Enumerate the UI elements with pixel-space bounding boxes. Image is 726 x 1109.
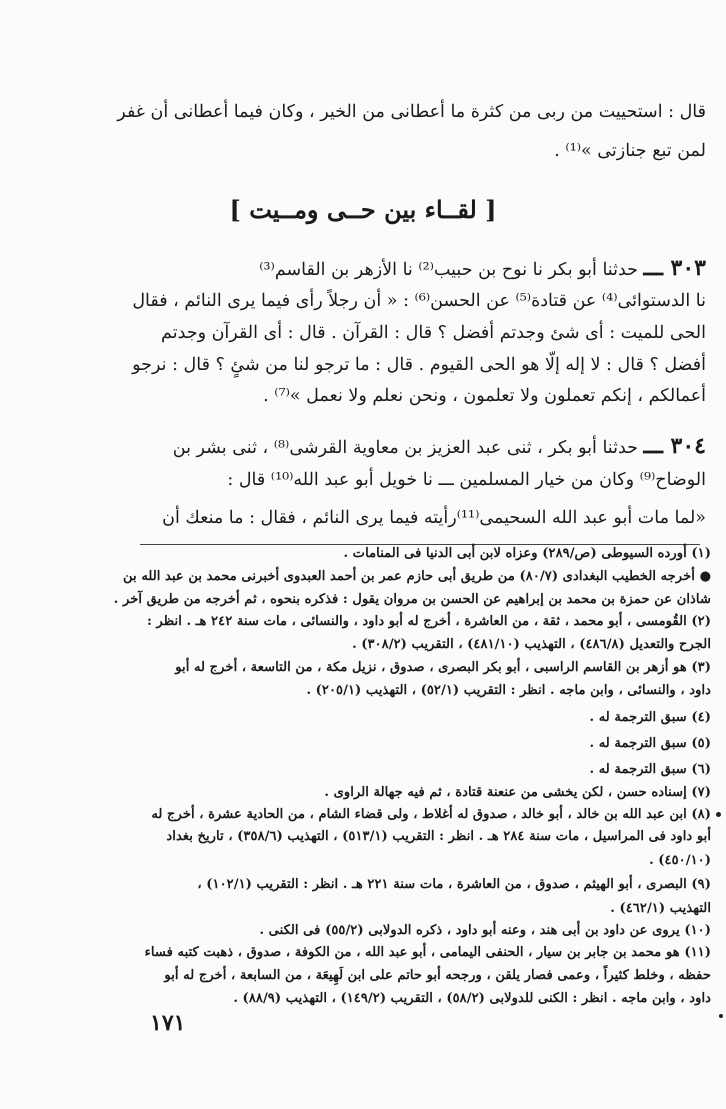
hadith-304-line bbox=[110, 432, 706, 462]
footnote-line: (٢) القُومسى ، أبو محمد ، ثقة ، من العاشرة ، أخرج له أبو داود ، والنسائى ، مات سنة ٢٤٢ هـ . انظر : bbox=[146, 614, 711, 629]
text-line: لمن تبع جنازتى »⁽¹⁾ . bbox=[554, 141, 706, 161]
footnote-line: (٣) هو أزهر بن القاسم الراسبى ، أبو بكر البصرى ، صدوق ، نزيل مكة ، من التاسعة ، أخرج له أبو bbox=[175, 660, 711, 675]
footnote-line: (٥) سبق الترجمة له . bbox=[589, 736, 711, 751]
hadith-303-line: أفضل ؟ قال : لا إله إلّا هو الحى القيوم . قال : ما ترجو لنا من شئٍ ؟ قال : نرجو bbox=[132, 355, 706, 375]
hadith-303-line: أعمالكم ، إنكم تعملون ولا تعلمون ، ونحن نعلم ولا نعمل »⁽⁷⁾ . bbox=[263, 386, 706, 406]
section-heading: [ لقــاء بين حــى ومــيت ] bbox=[229, 195, 497, 224]
hadith-text: حدثنا أبو بكر ، ثنى عبد العزيز بن معاوية القرشى⁽⁸⁾ ، ثنى بشر بن bbox=[172, 438, 638, 458]
hadith-303-line: نا الدستوائى⁽⁴⁾ عن قتادة⁽⁵⁾ عن الحسن⁽⁶⁾ : « أن رجلاً رأى فيما يرى النائم ، فقال bbox=[132, 291, 706, 311]
footnote-line: (٩) البصرى ، أبو الهيثم ، صدوق ، من العاشرة ، مات سنة ٢٢١ هـ . انظر : التقريب (١٠٢/١) ، bbox=[197, 877, 711, 892]
footnote-line: (٤٥٠/١٠) . bbox=[649, 853, 711, 868]
footnote-line: شاذان عن حمزة بن محمد بن إبراهيم عن الحسن بن مروان يقول : فذكره بنحوه ، ثم أخرجه من طريق آخر . bbox=[113, 592, 711, 607]
hadith-304-line: «لما مات أبو عبد الله السحيمى⁽¹¹⁾رأيته فيما يرى النائم ، فقال : ما منعك أن bbox=[162, 508, 706, 528]
footnote-line: (١٠) يروى عن داود بن أبى هند ، وعنه أبو داود ، ذكره الدولابى (٥٥/٢) فى الكنى . bbox=[259, 923, 711, 938]
page-number: ١٧١ bbox=[150, 1010, 186, 1036]
footnote-line: (١) أورده السيوطى (ص/٢٨٩) وعزاه لابن أبى الدنيا فى المنامات . bbox=[343, 546, 711, 561]
hadith-304-line: الوضاح⁽⁹⁾ وكان من خيار المسلمين ـــ نا خويل أبو عبد الله⁽¹⁰⁾ قال : bbox=[227, 470, 706, 490]
footnote-line: (٧) إسناده حسن ، لكن يخشى من عنعنة قتادة ، ثم فيه جهالة الراوى . bbox=[324, 785, 711, 800]
footnote-line: الجرح والتعديل (٤٨٦/٨) ، التهذيب (٤٨١/١٠) ، التقريب (٣٠٨/٢) . bbox=[352, 637, 711, 652]
hadith-303-line bbox=[110, 254, 706, 284]
footnote-line: (٨) ابن عبد الله بن خالد ، أبو خالد ، صدوق له أغلاط ، ولى قضاء الشام ، من الحادية عشرة ، أخرج له bbox=[151, 807, 711, 822]
footnote-line: ● أخرجه الخطيب البغدادى (٨٠/٧) من طريق أبى حازم عمر بن أحمد العبدوى أخبرنى محمد بن عبد الله بن bbox=[123, 569, 711, 584]
footnote-line: (٤) سبق الترجمة له . bbox=[589, 710, 711, 725]
scan-mark bbox=[716, 812, 721, 817]
hadith-text: حدثنا أبو بكر نا نوح بن حبيب⁽²⁾ نا الأزهر بن القاسم⁽³⁾ bbox=[259, 260, 638, 280]
footnote-line: التهذيب (٤٦٢/١) . bbox=[610, 901, 711, 916]
hadith-number: ٣٠٤ ـــ bbox=[643, 433, 706, 459]
footnote-line: داود ، وابن ماجه . انظر : الكنى للدولابى (٥٨/٢) ، التقريب (١٤٩/٢) ، التهذيب (٨٨/٩) . bbox=[233, 991, 711, 1006]
footnote-line: حفظه ، وخلط كثيراً ، وعمى فصار يلقن ، ورجحه أبو حاتم على ابن لَهِيعَة ، من السابعة ، أخرج له أبو bbox=[164, 968, 711, 983]
text-line: قال : استحييت من ربى من كثرة ما أعطانى من الخير ، وكان فيما أعطانى أن غفر bbox=[117, 102, 706, 122]
scan-mark bbox=[719, 1014, 723, 1018]
footnote-line: أبو داود فى المراسيل ، مات سنة ٢٨٤ هـ . انظر : التقريب (٥١٣/١) ، التهذيب (٣٥٨/٦) ، تاريخ بغداد bbox=[166, 829, 711, 844]
footnote-line: داود ، والنسائى ، وابن ماجه . انظر : التقريب (٥٢/١) ، التهذيب (٢٠٥/١) . bbox=[306, 683, 711, 698]
footnote-line: (١١) هو محمد بن جابر بن سيار ، الحنفى اليمامى ، أبو عبد الله ، من الكوفة ، صدوق ، ذهبت كتبه فساء bbox=[144, 945, 711, 960]
footnote-line: (٦) سبق الترجمة له . bbox=[589, 762, 711, 777]
hadith-number: ٣٠٣ ـــ bbox=[643, 255, 706, 281]
hadith-303-line: الحى للميت : أى شئ وجدتم أفضل ؟ قال : القرآن . قال : أى القرآن وجدتم bbox=[161, 323, 706, 343]
